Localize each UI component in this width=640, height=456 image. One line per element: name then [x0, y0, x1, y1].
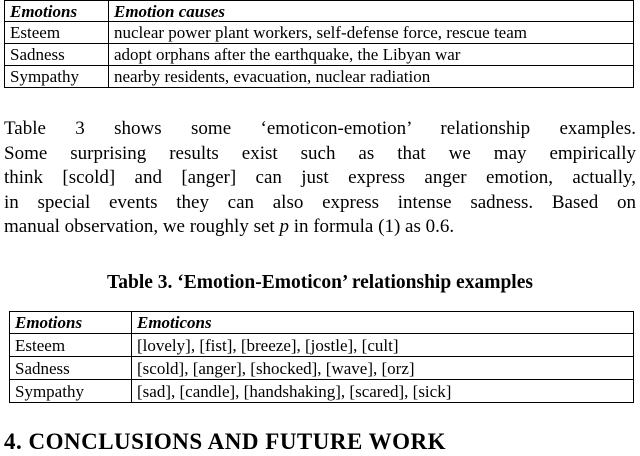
table-header-row	[5, 1, 634, 22]
paragraph-line	[4, 215, 636, 240]
table-row	[5, 22, 634, 44]
emotion-causes-table	[4, 0, 634, 88]
header-cell-emoticons: Emoticons	[132, 312, 634, 334]
paragraph-line: Table 3 shows some ‘emoticon-emotion’ relationship examples.	[4, 118, 636, 139]
body-paragraph	[4, 117, 636, 240]
variable-p: p	[279, 216, 289, 238]
table-row	[10, 380, 634, 403]
table-cell: Sadness	[5, 44, 109, 66]
table-cell: Sympathy	[10, 380, 132, 403]
table-cell: nearby residents, evacuation, nuclear radiation	[109, 66, 634, 88]
table-cell: [sad], [candle], [handshaking], [scared], [sick]	[132, 380, 634, 403]
table-cell: Esteem	[5, 22, 109, 44]
paragraph-line: in special events they can also express intense sadness. Based on	[4, 191, 636, 213]
table-cell: [lovely], [fist], [breeze], [jostle], [cult]	[132, 334, 634, 357]
table-cell: [scold], [anger], [shocked], [wave], [orz]	[132, 357, 634, 380]
header-cell-emotions: Emotions	[5, 1, 109, 22]
emotion-emoticon-table	[9, 311, 634, 403]
table-row	[10, 357, 634, 380]
section-heading: 4. CONCLUSIONS AND FUTURE WORK	[4, 429, 447, 454]
table-cell: nuclear power plant workers, self-defense force, rescue team	[109, 22, 634, 44]
paragraph-line: Some surprising results exist such as that we may empirically	[4, 142, 636, 164]
table-row	[5, 44, 634, 66]
table-row	[5, 66, 634, 88]
table-cell: Esteem	[10, 334, 132, 357]
header-cell-emotions: Emotions	[10, 312, 132, 334]
table-cell: Sadness	[10, 357, 132, 380]
table-cell: Sympathy	[5, 66, 109, 88]
table-row	[10, 334, 634, 357]
header-cell-emotion-causes: Emotion causes	[109, 1, 634, 22]
paragraph-text: in formula (1) as 0.6.	[288, 216, 455, 238]
table-header-row	[10, 312, 634, 334]
paragraph-line: think [scold] and [anger] can just express anger emotion, actually,	[4, 167, 636, 189]
paragraph-text: manual observation, we roughly set	[4, 216, 280, 238]
table-caption: Table 3. ‘Emotion-Emoticon’ relationship examples	[107, 272, 533, 293]
table-cell: adopt orphans after the earthquake, the Libyan war	[109, 44, 634, 66]
